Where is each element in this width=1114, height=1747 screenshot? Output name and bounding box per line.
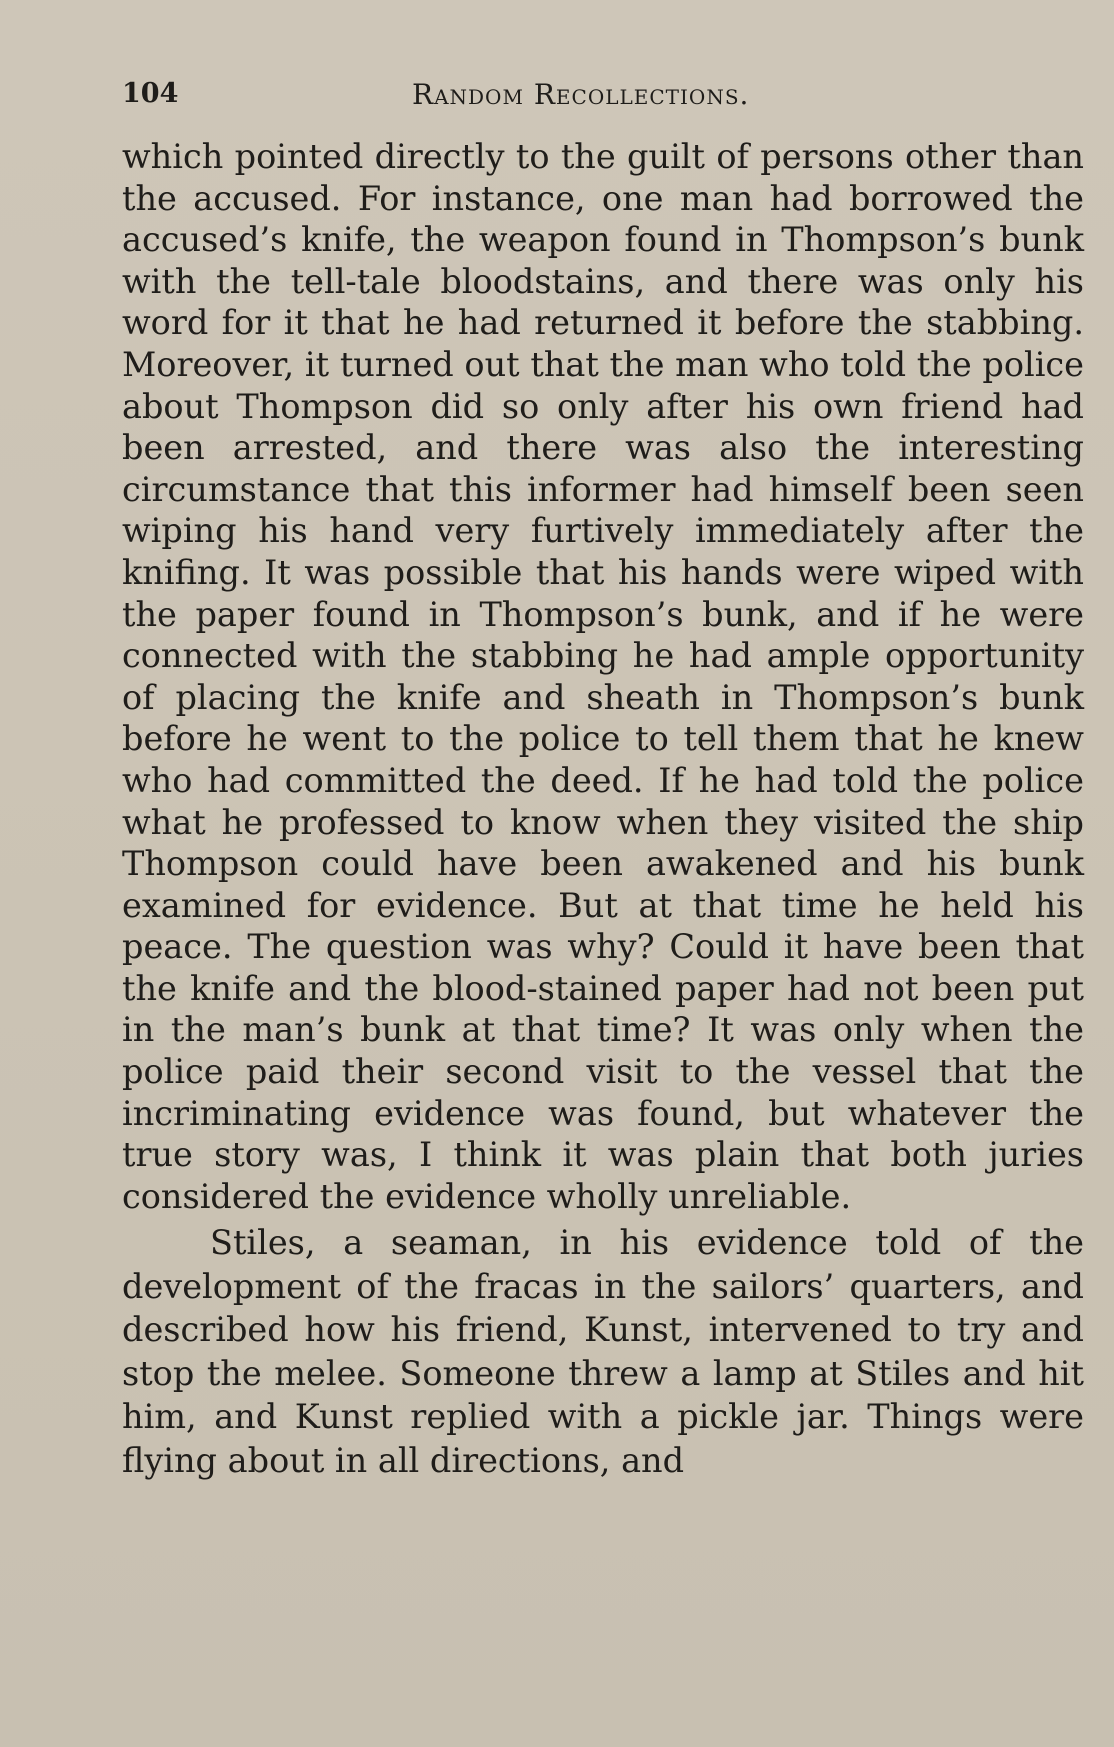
running-title: Random Recollections.: [412, 78, 750, 111]
page-header: [122, 78, 1082, 118]
page-number: 104: [122, 78, 179, 109]
paragraph-continued: which pointed directly to the guilt of persons other than the accused. For instance, one man had borrowed the accused’s knife, the weapon found in Thompson’s bunk with the tell-tale bloodstains, and there was only his word for it that he had returned it before the stabbing. Moreover, it turned out that the man who told the police about Thompson did so only after his own friend had been arrested, and there was also the interesting circumstance that this informer had himself been seen wiping his hand very furtively immediately after the knifing. It was possible that his hands were wiped with the paper found in Thompson’s bunk, and if he were connected with the stabbing he had ample opportunity of placing the knife and sheath in Thompson’s bunk before he went to the police to tell them that he knew who had committed the deed. If he had told the police what he professed to know when they visited the ship Thompson could have been awakened and his bunk examined for evidence. But at that time he held his peace. The question was why? Could it have been that the knife and the blood-stained paper had not been put in the man’s bunk at that time? It was only when the police paid their second visit to the vessel that the incriminating evidence was found, but whatever the true story was, I think it was plain that both juries considered the evidence wholly unreliable.: [122, 137, 1084, 1216]
paragraph-stiles-evidence: Stiles, a seaman, in his evidence told of the development of the fracas in the sailors’ quarters, and described how his friend, Kunst, intervened to try and stop the melee. Someone threw a lamp at Stiles and hit him, and Kunst replied with a pickle jar. Things were flying about in all directions, and: [122, 1223, 1084, 1480]
body-text: [122, 136, 1084, 1482]
